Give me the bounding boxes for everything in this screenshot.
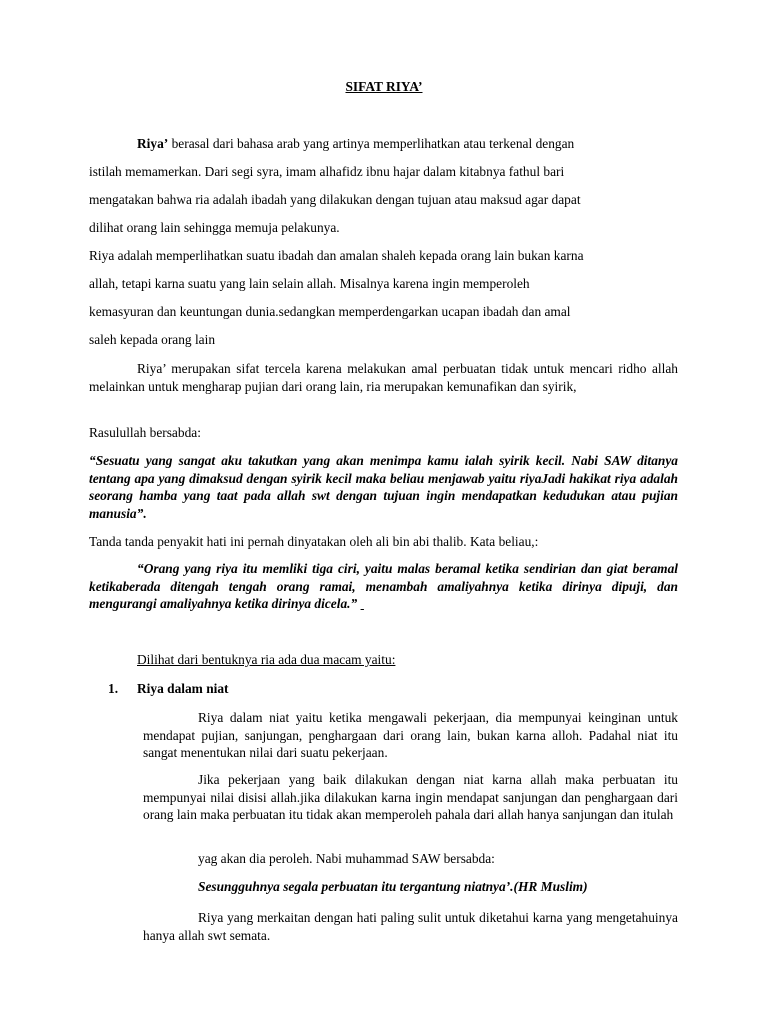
rasulullah-label: Rasulullah bersabda: [89,425,201,440]
riya-term: Riya’ [137,136,169,151]
niat-paragraph-1: Riya dalam niat yaitu ketika mengawali pekerjaan, dia mempunyai keinginan untuk mendapat pujian, sanjungan, penghargaan dari orang lain, bukan karna alloh. Padahal niat itu sangat menentukan nilai dari suatu pekerjaan. [143,710,678,760]
niat-paragraph-3: Riya yang merkaitan dengan hati paling sulit untuk diketahui karna yang mengetahuinya hanya allah swt semata. [143,910,678,943]
dilihat-heading: Dilihat dari bentuknya ria ada dua macam yaitu: [137,652,396,667]
paragraph-tercela: Riya’ merupakan sifat tercela karena melakukan amal perbuatan tidak untuk mencari ridho allah melainkan untuk mengharap pujian dari orang lain, ria merupakan kemunafikan dan syirik, [89,361,678,394]
intro-line-1-text: berasal dari bahasa arab yang artinya memperlihatkan atau terkenal dengan [168,136,575,151]
yag-akan-line: yag akan dia peroleh. Nabi muhammad SAW bersabda: [198,851,495,866]
section-1-heading: Riya dalam niat [137,681,229,696]
tanda-penyakit-hati: Tanda tanda penyakit hati ini pernah dinyatakan oleh ali bin abi thalib. Kata beliau,: [89,534,539,549]
intro-line-1 [137,136,574,152]
hadith-hr-muslim: Sesungguhnya segala perbuatan itu tergantung niatnya’.(HR Muslim) [198,879,588,894]
document-title: SIFAT RIYA’ [345,79,423,94]
quote-ali-text: “Orang yang riya itu memliki tiga ciri, yaitu malas beramal ketika sendirian dan giat beramal ketikaberada ditengah tengah orang ramai, menambah amaliyahnya ketika dirinya dipuji, dan mengurangi amaliyahnya ketika dirinya dicela.” [89,561,678,611]
quote-ali-bin-abi-thalib [89,560,678,613]
intro-line-2: istilah memamerkan. Dari segi syra, imam alhafidz ibnu hajar dalam kitabnya fathul bari [89,164,565,179]
hadith-syirik-kecil: “Sesuatu yang sangat aku takutkan yang akan menimpa kamu ialah syirik kecil. Nabi SAW ditanya tentang apa yang dimaksud dengan syirik kecil maka beliau menjawab yaitu riyaJadi hakikat riya adalah seorang hamba yang taat pada allah swt dengan tujuan ingin mendapatkan kedudukan atau pujian manusia”. [89,453,678,521]
definition-line-2: allah, tetapi karna suatu yang lain selain allah. Misalnya karena ingin memperoleh [89,276,530,291]
definition-line-3: kemasyuran dan keuntungan dunia.sedangkan memperdengarkan ucapan ibadah dan amal [89,304,571,319]
niat-paragraph-2: Jika pekerjaan yang baik dilakukan dengan niat karna allah maka perbuatan itu mempunyai nilai disisi allah.jika dilakukan karna ingin mendapat sanjungan dan penghargaan dari orang lain maka perbuatan itu tidak akan memperoleh pahala dari allah hanya sanjungan dan itulah [143,772,678,822]
quote-underline-mark [361,596,364,611]
definition-line-1: Riya adalah memperlihatkan suatu ibadah dan amalan shaleh kepada orang lain bukan karna [89,248,584,263]
intro-line-4: dilihat orang lain sehingga memuja pelakunya. [89,220,340,235]
intro-line-3: mengatakan bahwa ria adalah ibadah yang dilakukan dengan tujuan atau maksud agar dapat [89,192,581,207]
section-1-number: 1. [108,681,119,696]
definition-line-4: saleh kepada orang lain [89,332,216,347]
